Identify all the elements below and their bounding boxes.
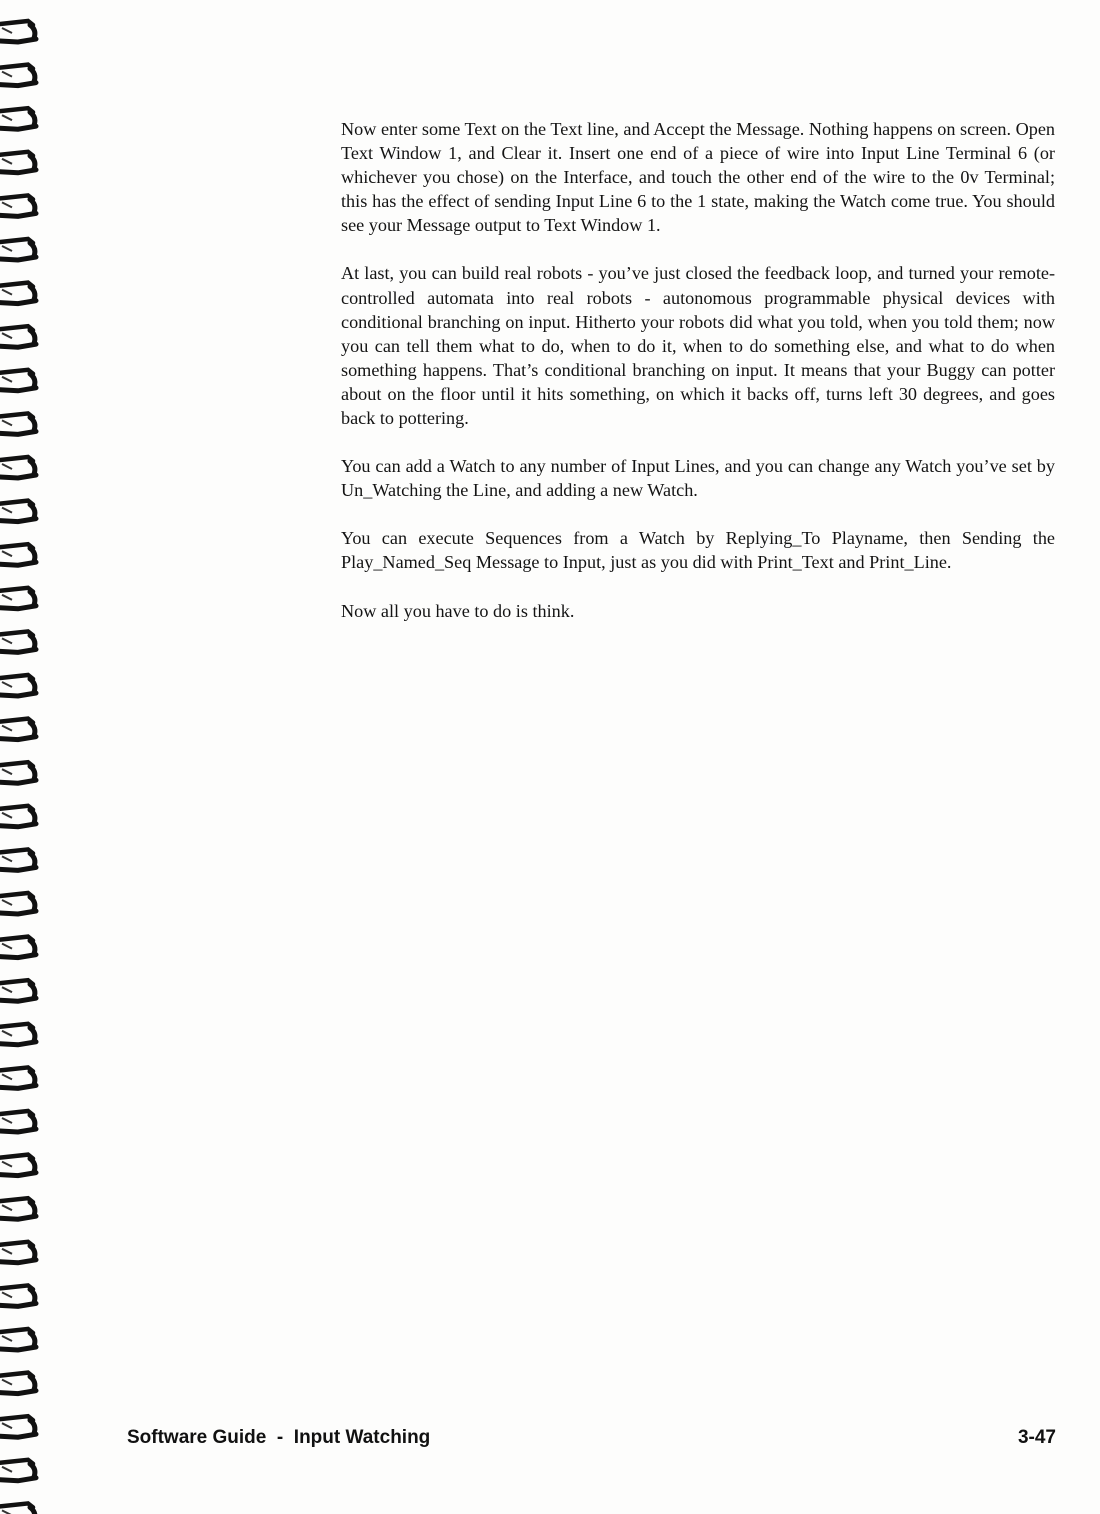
binding-loop xyxy=(0,1285,36,1306)
binding-loop xyxy=(0,195,36,216)
binding-loop xyxy=(0,762,36,783)
binding-loop xyxy=(0,675,36,696)
binding-loop xyxy=(0,1198,36,1219)
body-text xyxy=(341,117,1055,623)
binding-loop xyxy=(0,849,36,870)
binding-loop xyxy=(0,980,36,1001)
footer-section-title: Software Guide - Input Watching xyxy=(127,1427,431,1448)
binding-loop xyxy=(0,1024,36,1045)
binding-loop xyxy=(0,1416,36,1437)
binding-loop xyxy=(0,21,36,42)
paragraph: You can execute Sequences from a Watch by Replying_To Playname, then Sending the Play_Named_Seq Message to Input, just as you did with Print_Text and Print_Line. xyxy=(341,528,1055,573)
binding-loop xyxy=(0,1111,36,1132)
binding-loop xyxy=(0,631,36,652)
binding-loop xyxy=(0,1155,36,1176)
binding-loop xyxy=(0,1503,36,1514)
binding-loop xyxy=(0,1329,36,1350)
paragraph: You can add a Watch to any number of Input Lines, and you can change any Watch you’ve set by Un_Watching the Line, and adding a new Watch. xyxy=(341,456,1055,501)
binding-loop xyxy=(0,1242,36,1263)
binding-loop xyxy=(0,413,36,434)
binding-loop xyxy=(0,108,36,129)
binding-loop xyxy=(0,1067,36,1088)
paragraph: Now enter some Text on the Text line, and Accept the Message. Nothing happens on screen. Open Text Window 1, and Clear it. Insert one end of a piece of wire into Input Line Terminal 6 (or whichever you chose) on the Interface, and touch the other end of the wire to the 0v Terminal; this has the effect of sending Input Line 6 to the 1 state, making the Watch come true. You should see your Message output to Text Window 1. xyxy=(341,119,1055,236)
binding-loop xyxy=(0,544,36,565)
spiral-binding xyxy=(0,0,48,1514)
binding-loop xyxy=(0,501,36,522)
binding-loop xyxy=(0,893,36,914)
binding-loop xyxy=(0,588,36,609)
binding-loop xyxy=(0,457,36,478)
paragraph: At last, you can build real robots - you’ve just closed the feedback loop, and turned your remote- controlled automata into real robots - autonomous programmable physical devices with conditional branching on input. Hitherto your robots did what you told, when you told them; now you can tell them what to do, when to do it, when to do something else, and what to do when something happens. That’s conditional branching on input. It means that your Buggy can potter about on the floor until it hits something, on which it backs off, turns left 30 degrees, and goes back to pottering. xyxy=(341,263,1055,429)
binding-loop xyxy=(0,239,36,260)
binding-loop xyxy=(0,370,36,391)
binding-loop xyxy=(0,719,36,740)
page-number: 3-47 xyxy=(1017,1427,1056,1448)
binding-loop xyxy=(0,1373,36,1394)
binding-loop xyxy=(0,152,36,173)
binding-loop xyxy=(0,326,36,347)
binding-loop xyxy=(0,806,36,827)
binding-loop xyxy=(0,283,36,304)
binding-loop xyxy=(0,1460,36,1481)
binding-loop xyxy=(0,937,36,958)
binding-loop xyxy=(0,65,36,86)
paragraph: Now all you have to do is think. xyxy=(341,600,575,621)
